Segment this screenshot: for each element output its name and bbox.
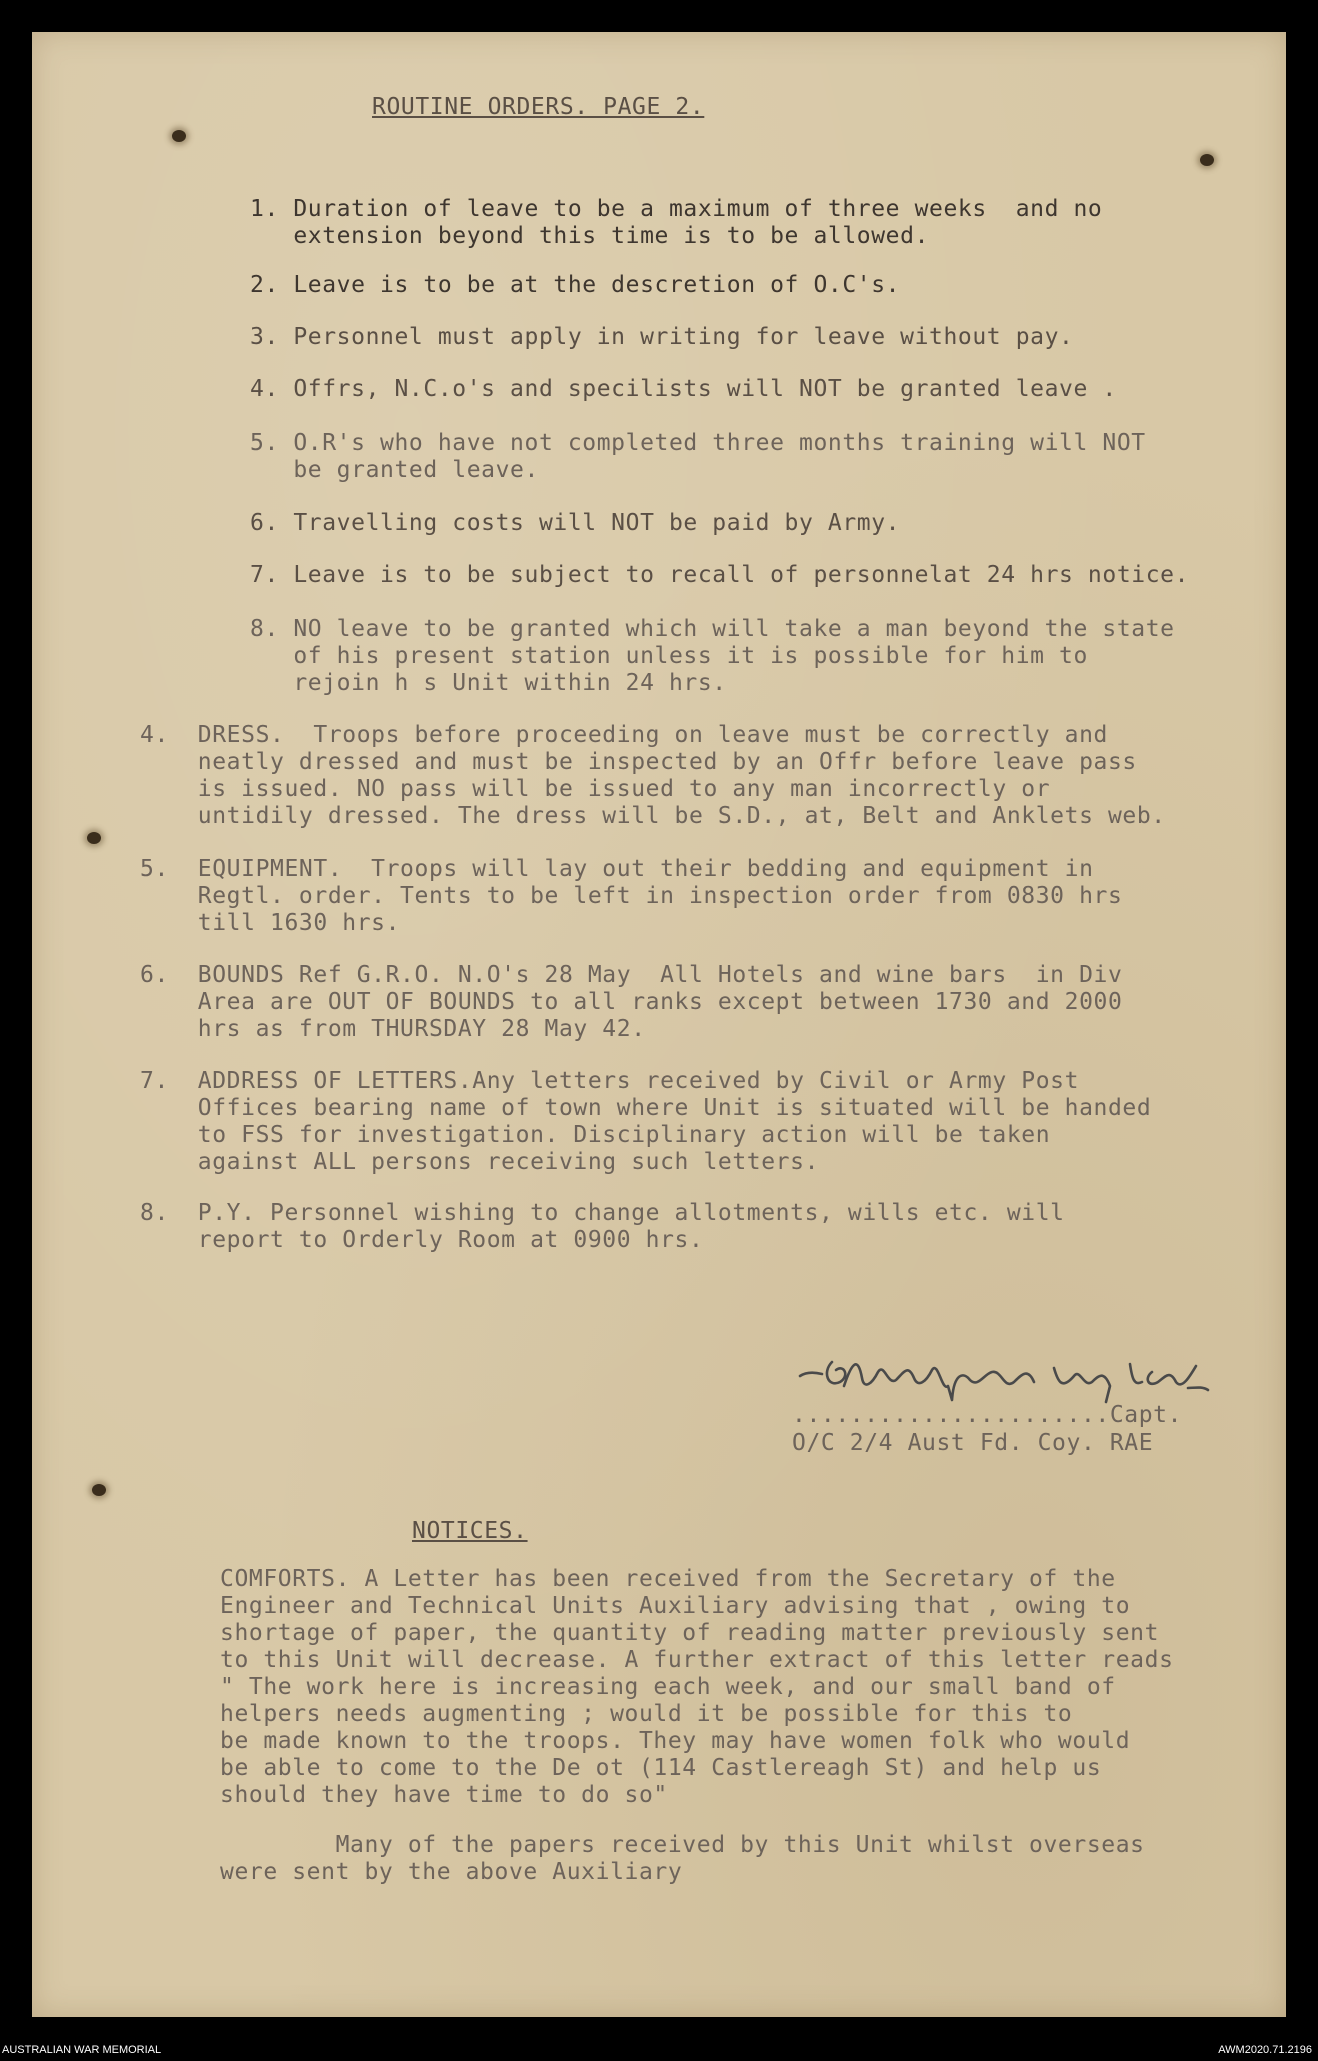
order-equipment: 5. EQUIPMENT. Troops will lay out their bedding and equipment in Regtl. order. Tents to be left in inspection order from 0830 hrs till 1630 hrs.	[140, 856, 1123, 936]
notices-closing: Many of the papers received by this Unit whilst overseas were sent by the above Auxiliary	[220, 1832, 1145, 1885]
leave-condition-5: 5. O.R's who have not completed three months training will NOT be granted leave.	[250, 430, 1146, 483]
leave-condition-4: 4. Offrs, N.C.o's and specilists will NOT be granted leave .	[250, 376, 1117, 402]
page-heading: ROUTINE ORDERS. PAGE 2.	[372, 94, 705, 120]
leave-condition-8: 8. NO leave to be granted which will take a man beyond the state of his present station unless it is possible for him to rejoin h s Unit within 24 hrs.	[250, 616, 1175, 696]
order-bounds: 6. BOUNDS Ref G.R.O. N.O's 28 May All Hotels and wine bars in Div Area are OUT OF BOUNDS to all ranks except between 1730 and 2000 hrs as from THURSDAY 28 May 42.	[140, 962, 1123, 1042]
order-py: 8. P.Y. Personnel wishing to change allotments, wills etc. will report to Orderly Room at 0900 hrs.	[140, 1200, 1065, 1253]
binder-hole	[87, 832, 101, 844]
order-dress: 4. DRESS. Troops before proceeding on leave must be correctly and neatly dressed and must be inspected by an Offr before leave pass is issued. NO pass will be issued to any man incorrectly or untidily dressed. The dress will be S.D., at, Belt and Anklets web.	[140, 722, 1166, 829]
leave-condition-6: 6. Travelling costs will NOT be paid by Army.	[250, 510, 901, 536]
binder-hole	[172, 130, 186, 142]
leave-condition-2: 2. Leave is to be at the descretion of O.C's.	[250, 272, 901, 298]
binder-hole	[1200, 154, 1214, 166]
order-address-of-letters: 7. ADDRESS OF LETTERS.Any letters received by Civil or Army Post Offices bearing name of town where Unit is situated will be handed to FSS for investigation. Disciplinary action will be taken against ALL persons receiving such letters.	[140, 1068, 1152, 1175]
notices-comforts: COMFORTS. A Letter has been received from the Secretary of the Engineer and Technical Units Auxiliary advising that , owing to shortage of paper, the quantity of reading matter previously sent to this Unit will decrease. A further extract of this letter reads " The work here is increasing each week, and our small band of helpers needs augmenting ; would it be possible for this to be made known to the troops. They may have women folk who would be able to come to the De ot (114 Castlereagh St) and help us should they have time to do so"	[220, 1566, 1174, 1808]
leave-condition-1: 1. Duration of leave to be a maximum of three weeks and no extension beyond this time is to be allowed.	[250, 196, 1103, 249]
institution-credit: AUSTRALIAN WAR MEMORIAL	[2, 2044, 162, 2056]
document-page	[32, 32, 1286, 2017]
signature-dotted-line: ......................Capt.	[792, 1402, 1183, 1428]
leave-condition-7: 7. Leave is to be subject to recall of personnelat 24 hrs notice.	[250, 562, 1190, 588]
leave-condition-3: 3. Personnel must apply in writing for leave without pay.	[250, 324, 1074, 350]
accession-number: AWM2020.71.2196	[1218, 2044, 1312, 2056]
binder-hole	[92, 1484, 106, 1496]
signature-title: O/C 2/4 Aust Fd. Coy. RAE	[792, 1430, 1154, 1456]
notices-heading: NOTICES.	[412, 1518, 528, 1544]
